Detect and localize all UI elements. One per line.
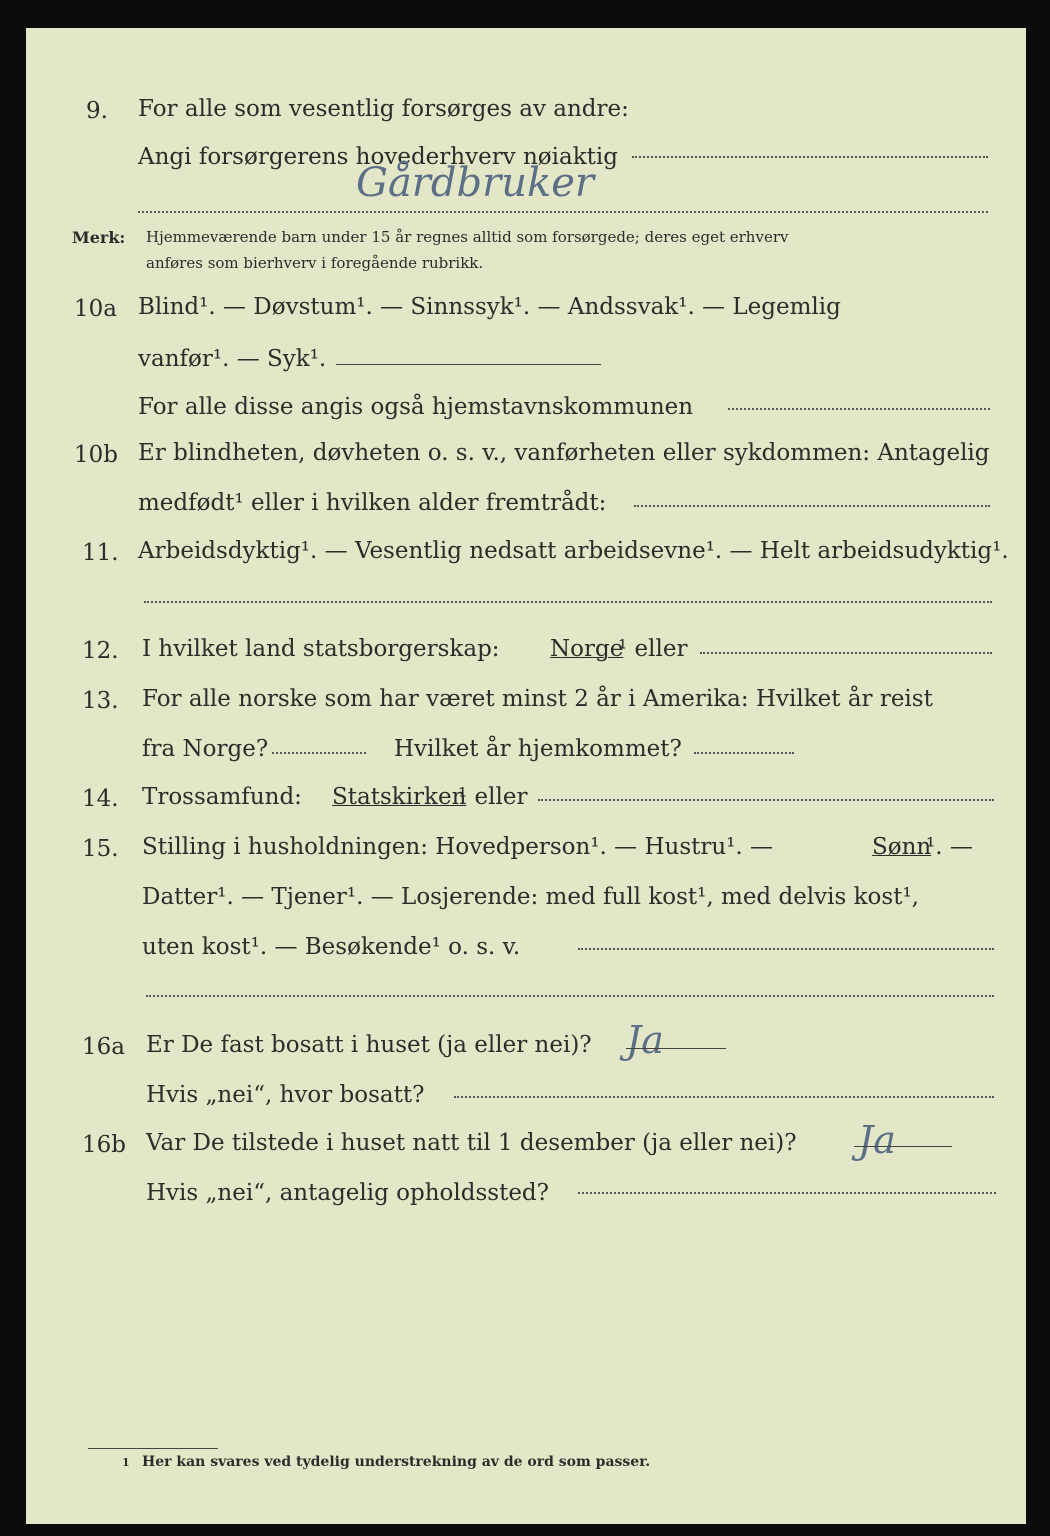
- q14-answer-line[interactable]: [538, 799, 994, 801]
- q13-number: 13.: [82, 688, 119, 714]
- q16b-handwritten-answer: Ja: [858, 1118, 896, 1162]
- q12-prefix: I hvilket land statsborgerskap:: [142, 636, 500, 662]
- q10b-line1: Er blindheten, døvheten o. s. v., vanførheten eller sykdommen: Antagelig: [138, 440, 990, 466]
- q10b-answer-line[interactable]: [634, 505, 990, 507]
- q10b-number: 10b: [74, 442, 118, 468]
- q16a-handwritten-answer: Ja: [626, 1018, 664, 1062]
- q15-answer-line[interactable]: [578, 948, 994, 950]
- q9-number: 9.: [86, 98, 108, 124]
- q16a-bosatt-line[interactable]: [454, 1096, 994, 1098]
- footnote-mark: 1: [122, 1456, 130, 1469]
- footnote-rule: [88, 1448, 218, 1449]
- q10a-line2: vanfør¹. — Syk¹.: [138, 346, 327, 372]
- q10a-kommune-line[interactable]: [728, 408, 990, 410]
- q16b-line1: Var De tilstede i huset natt til 1 desember (ja eller nei)?: [146, 1130, 797, 1156]
- q10a-number: 10a: [74, 296, 117, 322]
- footnote-text: Her kan svares ved tydelig understrekning av de ord som passer.: [142, 1454, 651, 1470]
- q15-number: 15.: [82, 836, 119, 862]
- q13-line2a: fra Norge?: [142, 736, 269, 762]
- q16b-line2: Hvis „nei“, antagelig opholdssted?: [146, 1180, 549, 1206]
- census-form-page: [26, 28, 1026, 1524]
- q16a-answer-line[interactable]: [626, 1048, 726, 1049]
- q10a-line1: Blind¹. — Døvstum¹. — Sinnssyk¹. — Andssvak¹. — Legemlig: [138, 294, 841, 320]
- q10a-line3: For alle disse angis også hjemstavnskommunen: [138, 394, 694, 420]
- q16b-number: 16b: [82, 1132, 126, 1158]
- q15-line3: uten kost¹. — Besøkende¹ o. s. v.: [142, 934, 521, 960]
- q13-line2b: Hvilket år hjemkommet?: [394, 736, 682, 762]
- q9-title: For alle som vesentlig forsørges av andre:: [138, 96, 629, 122]
- q16b-answer-line[interactable]: [854, 1146, 952, 1147]
- q13-hjemkommet-line[interactable]: [694, 752, 794, 754]
- q16a-number: 16a: [82, 1034, 125, 1060]
- q15-answer-line-2[interactable]: [146, 995, 994, 997]
- q9-handwritten-answer: Gårdbruker: [356, 160, 595, 206]
- q11-line1: Arbeidsdyktig¹. — Vesentlig nedsatt arbeidsevne¹. — Helt arbeidsudyktig¹.: [138, 538, 1009, 564]
- q15-line2: Datter¹. — Tjener¹. — Losjerende: med full kost¹, med delvis kost¹,: [142, 884, 919, 910]
- q9-answer-line-2[interactable]: [138, 211, 988, 213]
- q11-answer-line[interactable]: [144, 601, 992, 603]
- q12-norge: Norge: [550, 636, 624, 662]
- q9-prompt: Angi forsørgerens hovederhverv nøiaktig: [138, 144, 618, 170]
- merk-line1: Hjemmeværende barn under 15 år regnes alltid som forsørgede; deres eget erhverv: [146, 228, 789, 246]
- q12-suffix: ¹ eller: [618, 636, 688, 662]
- merk-line2: anføres som bierhverv i foregående rubrikk.: [146, 254, 484, 272]
- q15-sonn: Sønn: [872, 834, 932, 860]
- q13-reist-line[interactable]: [272, 752, 366, 754]
- q10a-syk-line[interactable]: [336, 364, 601, 365]
- q9-answer-line[interactable]: [632, 156, 988, 158]
- q16a-line1: Er De fast bosatt i huset (ja eller nei)?: [146, 1032, 592, 1058]
- q14-statskirken: Statskirken: [332, 784, 467, 810]
- q14-suffix: ¹ eller: [458, 784, 528, 810]
- q16a-line2: Hvis „nei“, hvor bosatt?: [146, 1082, 425, 1108]
- q11-number: 11.: [82, 540, 119, 566]
- q14-number: 14.: [82, 786, 119, 812]
- q16b-opholdssted-line[interactable]: [578, 1192, 996, 1194]
- q12-answer-line[interactable]: [700, 652, 992, 654]
- q13-line1: For alle norske som har været minst 2 år i Amerika: Hvilket år reist: [142, 686, 933, 712]
- q12-number: 12.: [82, 638, 119, 664]
- q14-prefix: Trossamfund:: [142, 784, 302, 810]
- merk-label: Merk:: [72, 228, 126, 247]
- q10b-line2: medfødt¹ eller i hvilken alder fremtrådt:: [138, 490, 607, 516]
- q15-line1a: Stilling i husholdningen: Hovedperson¹. — Hustru¹. —: [142, 834, 774, 860]
- q15-line1c: ¹. —: [926, 834, 973, 860]
